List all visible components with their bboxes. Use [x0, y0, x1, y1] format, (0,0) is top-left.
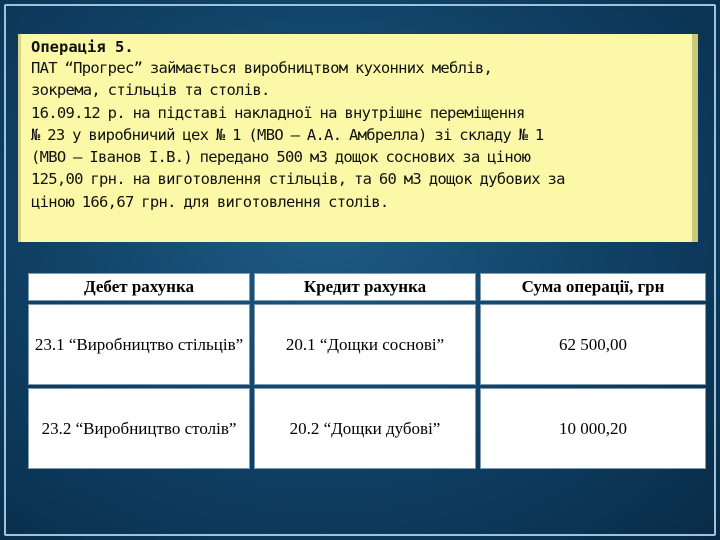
amount-cell: 10 000,20 — [480, 388, 706, 469]
task-description-box — [18, 34, 698, 242]
table-row — [28, 304, 706, 385]
header-credit: Кредит рахунка — [254, 273, 476, 301]
debit-cell: 23.2 “Виробництво столів” — [28, 388, 250, 469]
table-header-row — [28, 273, 706, 301]
header-debit: Дебет рахунка — [28, 273, 250, 301]
accounting-entries-table — [24, 270, 710, 472]
credit-cell: 20.2 “Дощки дубові” — [254, 388, 476, 469]
task-title: Операція 5. — [31, 38, 134, 56]
credit-cell: 20.1 “Дощки соснові” — [254, 304, 476, 385]
debit-cell: 23.1 “Виробництво стільців” — [28, 304, 250, 385]
table-row — [28, 388, 706, 469]
task-text: ПАТ “Прогрес” займається виробництвом кухонних меблів, зокрема, стільців та столів. 16.09.12 р. на підставі накладної на внутрішнє переміщення № 23 у виробничий цех № 1 (МВО – А.А. Амбрелла) зі складу № 1 (МВО – Іванов І.В.) передано 500 м3 дощок соснових за ціною 125,00 грн. на виготовлення стільців, та 60 м3 дощок дубових за ціною 166,67 грн. для виготовлення столів. — [31, 59, 565, 211]
header-amount: Сума операції, грн — [480, 273, 706, 301]
amount-cell: 62 500,00 — [480, 304, 706, 385]
